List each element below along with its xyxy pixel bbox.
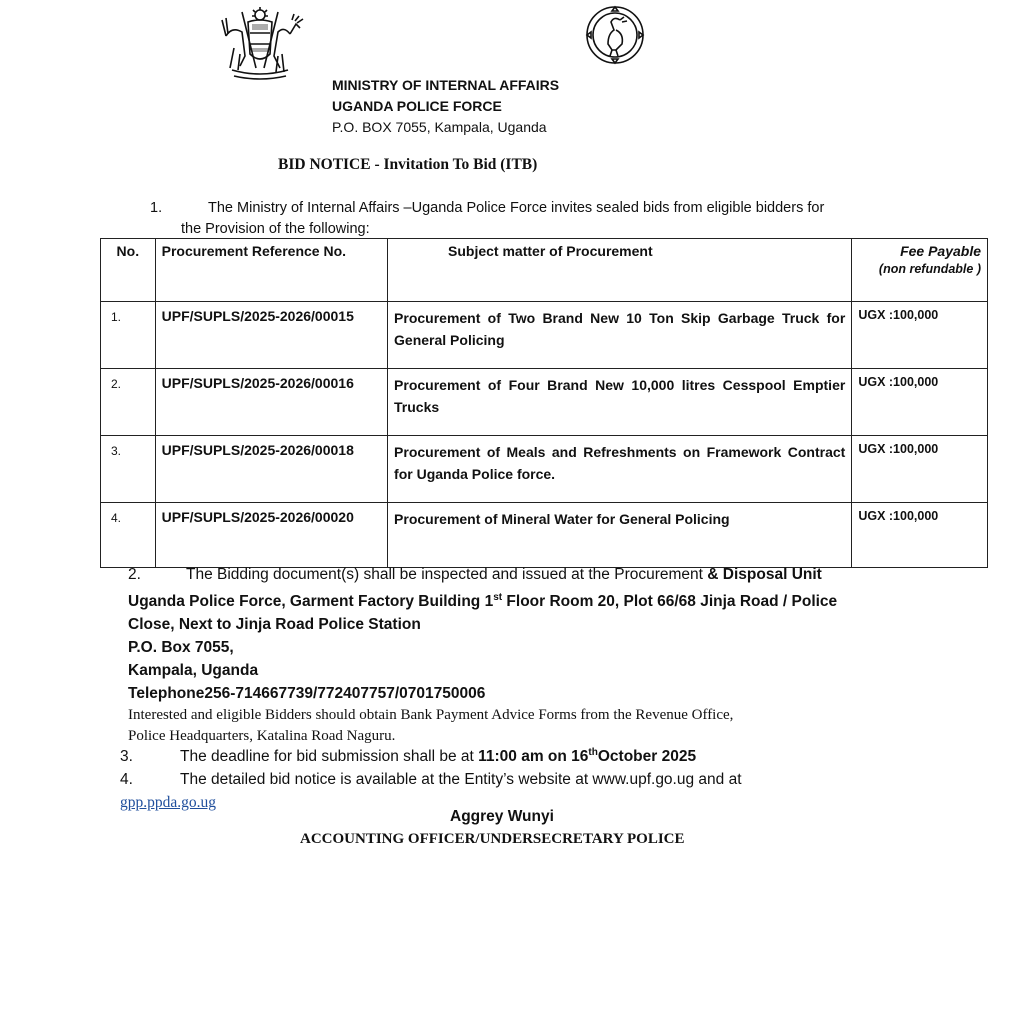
row-subject: Procurement of Two Brand New 10 Ton Skip Garbage Truck for General Policing — [388, 302, 852, 369]
notice-title — [278, 156, 537, 174]
row-subject: Procurement of Mineral Water for General Policing — [388, 503, 852, 568]
row-reference: UPF/SUPLS/2025-2026/00018 — [155, 436, 387, 503]
table-row — [101, 503, 988, 568]
row-subject: Procurement of Meals and Refreshments on Framework Contract for Uganda Police force. — [388, 436, 852, 503]
city: Kampala, Uganda — [128, 662, 259, 680]
header-fee — [852, 239, 988, 302]
address-line-3: Close, Next to Jinja Road Police Station — [128, 616, 421, 634]
paragraph-text-line2: the Provision of the following: — [181, 221, 370, 237]
table-row — [101, 436, 988, 503]
row-number: 2. — [101, 369, 156, 436]
paragraph-number: 3. — [120, 748, 133, 766]
force-name: UGANDA POLICE FORCE — [332, 98, 502, 114]
row-fee: UGX :100,000 — [852, 302, 988, 369]
paragraph-number: 4. — [120, 771, 133, 789]
row-fee: UGX :100,000 — [852, 436, 988, 503]
row-reference: UPF/SUPLS/2025-2026/00020 — [155, 503, 387, 568]
paragraph-3 — [120, 741, 742, 814]
telephone: Telephone256-714667739/772407757/0701750006 — [128, 685, 486, 703]
table-header-row — [101, 239, 988, 302]
deadline-sup: th — [588, 747, 598, 758]
table-row — [101, 302, 988, 369]
paragraph-text: The Ministry of Internal Affairs –Uganda Police Force invites sealed bids from eligible bidders for — [208, 200, 825, 216]
payment-advice-line2: Police Headquarters, Katalina Road Naguru. — [128, 728, 396, 745]
row-fee: UGX :100,000 — [852, 369, 988, 436]
procurement-table — [100, 238, 988, 568]
paragraph-1 — [150, 198, 940, 240]
header-subject: Subject matter of Procurement — [388, 239, 852, 302]
row-number: 3. — [101, 436, 156, 503]
header-block — [332, 75, 559, 138]
paragraph-2 — [128, 563, 918, 747]
header-no: No. — [101, 239, 156, 302]
header-fee-label: Fee Payable — [900, 243, 981, 259]
table-row — [101, 369, 988, 436]
ministry-name: MINISTRY OF INTERNAL AFFAIRS — [332, 77, 560, 93]
ppda-link[interactable]: gpp.ppda.go.ug — [120, 794, 217, 812]
row-reference: UPF/SUPLS/2025-2026/00016 — [155, 369, 387, 436]
procurement-unit: & Disposal Unit — [707, 566, 822, 583]
uganda-coat-of-arms-icon — [212, 6, 308, 82]
uganda-police-badge-icon — [584, 4, 646, 66]
row-reference: UPF/SUPLS/2025-2026/00015 — [155, 302, 387, 369]
paragraph-intro: The Bidding document(s) shall be inspected and issued at the Procurement — [186, 566, 708, 583]
deadline-text: The deadline for bid submission shall be at — [180, 748, 479, 766]
row-subject: Procurement of Four Brand New 10,000 litres Cesspool Emptier Trucks — [388, 369, 852, 436]
signatory-name: Aggrey Wunyi — [450, 808, 554, 825]
signatory-title: ACCOUNTING OFFICER/UNDERSECRETARY POLICE — [300, 831, 685, 847]
notice-title-bold: BID NOTICE - — [278, 156, 380, 173]
row-number: 1. — [101, 302, 156, 369]
paragraph-number: 1. — [150, 200, 163, 216]
deadline-time: 11:00 am on 16 — [478, 748, 589, 766]
payment-advice-line1: Interested and eligible Bidders should obtain Bank Payment Advice Forms from the Revenue Office, — [128, 707, 734, 724]
header-reference: Procurement Reference No. — [155, 239, 387, 302]
paragraph-number: 2. — [128, 566, 141, 583]
header-fee-note: (non refundable ) — [878, 262, 981, 276]
row-number: 4. — [101, 503, 156, 568]
po-box: P.O. Box 7055, — [128, 639, 234, 657]
notice-title-rest: Invitation To Bid (ITB) — [379, 156, 538, 173]
row-fee: UGX :100,000 — [852, 503, 988, 568]
website-text: The detailed bid notice is available at the Entity’s website at www.upf.go.ug and at — [180, 771, 742, 789]
header-address: P.O. BOX 7055, Kampala, Uganda — [332, 119, 547, 135]
deadline-date: October 2025 — [597, 748, 697, 766]
address-line-2: Uganda Police Force, Garment Factory Building 1st Floor Room 20, Plot 66/68 Jinja Road / Police — [128, 592, 838, 611]
